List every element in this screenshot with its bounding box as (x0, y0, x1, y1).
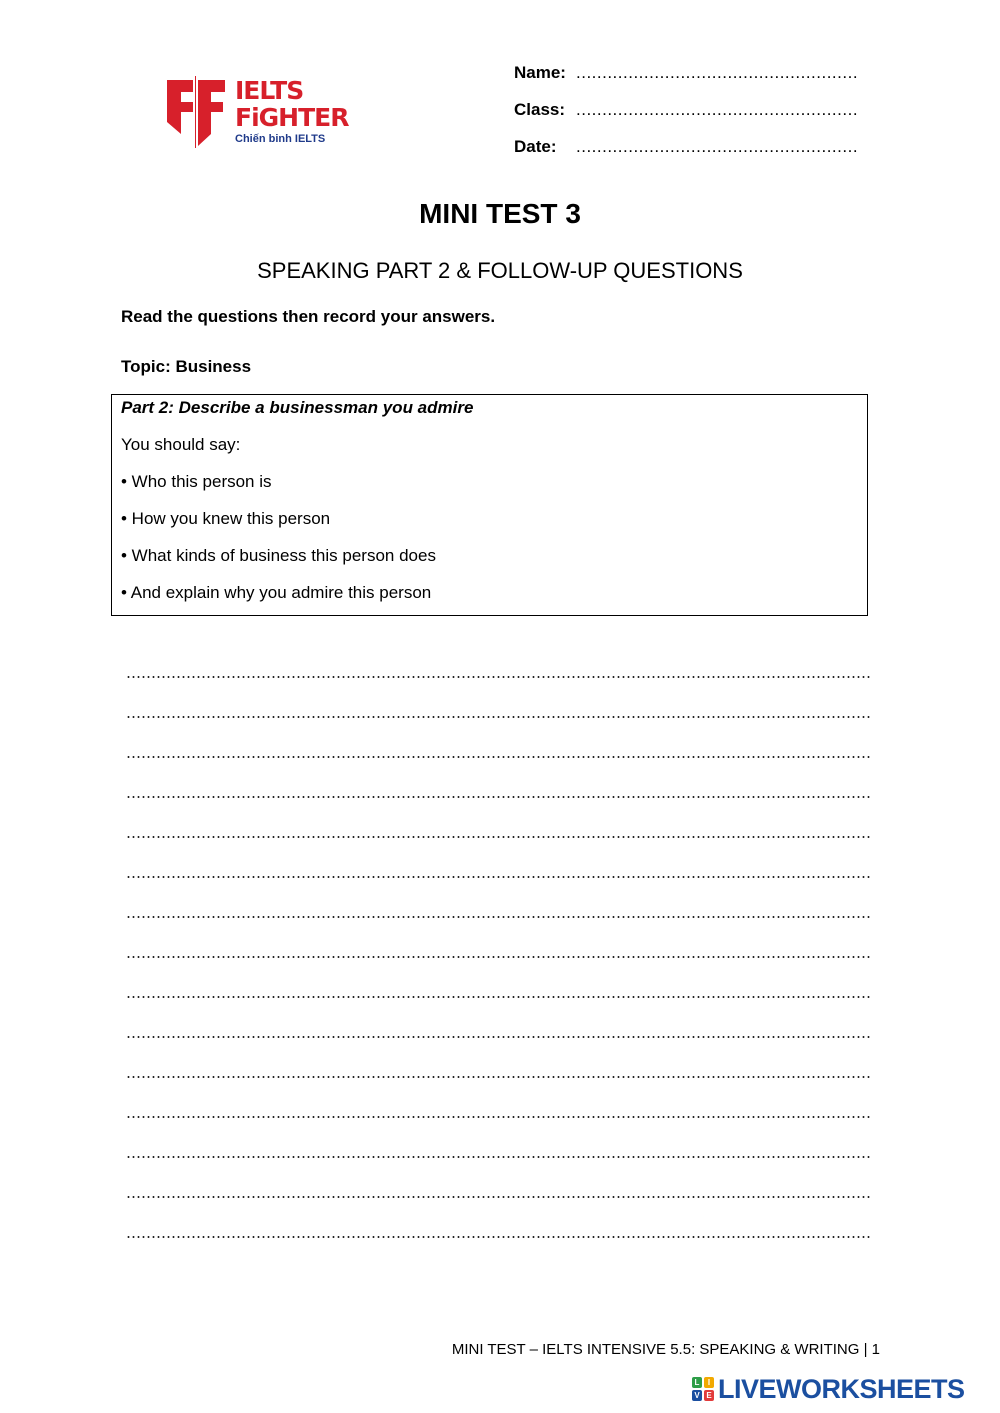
answer-line[interactable] (126, 1076, 870, 1078)
answer-line[interactable] (126, 796, 870, 798)
answer-line[interactable] (126, 1196, 870, 1198)
name-field[interactable]: ...................................................... (576, 63, 859, 82)
task-bullet: • And explain why you admire this person (121, 583, 432, 602)
class-field-row (514, 100, 858, 120)
task-bullet: • Who this person is (121, 472, 272, 491)
page-title: MINI TEST 3 (419, 198, 581, 229)
answer-line[interactable] (126, 996, 870, 998)
topic-label: Topic: Business (121, 357, 252, 376)
lw-icon-tile: E (704, 1390, 714, 1401)
class-label: Class: (514, 100, 566, 119)
task-heading: Part 2: Describe a businessman you admire (121, 398, 474, 417)
logo-text-fighter: FiGHTER (235, 103, 349, 132)
answer-line[interactable] (126, 956, 870, 958)
task-bullet: • How you knew this person (121, 509, 331, 528)
lw-icon-tile: L (692, 1377, 702, 1388)
answer-line[interactable] (126, 876, 870, 878)
date-field-row (514, 137, 858, 157)
logo-tagline: Chiến binh IELTS (235, 133, 326, 145)
name-field-row (514, 63, 858, 83)
answer-line[interactable] (126, 836, 870, 838)
task-prompt: You should say: (121, 435, 241, 454)
page-footer: MINI TEST – IELTS INTENSIVE 5.5: SPEAKING & WRITING | 1 (451, 1341, 880, 1358)
task-card (111, 394, 868, 616)
logo-text-ielts: IELTS (235, 76, 304, 105)
answer-line[interactable] (126, 756, 870, 758)
ielts-fighter-logo (165, 76, 380, 150)
liveworksheets-logo-icon (692, 1377, 714, 1401)
shield-logo-icon (165, 76, 227, 148)
class-field[interactable]: ...................................................... (576, 100, 859, 119)
liveworksheets-watermark (692, 1374, 965, 1404)
answer-line[interactable] (126, 676, 870, 678)
date-label: Date: (514, 137, 557, 156)
date-field[interactable]: ...................................................... (576, 137, 859, 156)
task-bullet: • What kinds of business this person does (121, 546, 436, 565)
answer-line[interactable] (126, 716, 870, 718)
answer-line[interactable] (126, 1236, 870, 1238)
lw-icon-tile: I (704, 1377, 714, 1388)
answer-line[interactable] (126, 1156, 870, 1158)
answer-line[interactable] (126, 1116, 870, 1118)
lw-icon-tile: V (692, 1390, 702, 1401)
page-subtitle: SPEAKING PART 2 & FOLLOW-UP QUESTIONS (257, 258, 743, 283)
liveworksheets-text: LIVEWORKSHEETS (718, 1373, 965, 1404)
answer-line[interactable] (126, 916, 870, 918)
name-label: Name: (514, 63, 566, 82)
answer-line[interactable] (126, 1036, 870, 1038)
instruction-text: Read the questions then record your answers. (121, 307, 496, 326)
